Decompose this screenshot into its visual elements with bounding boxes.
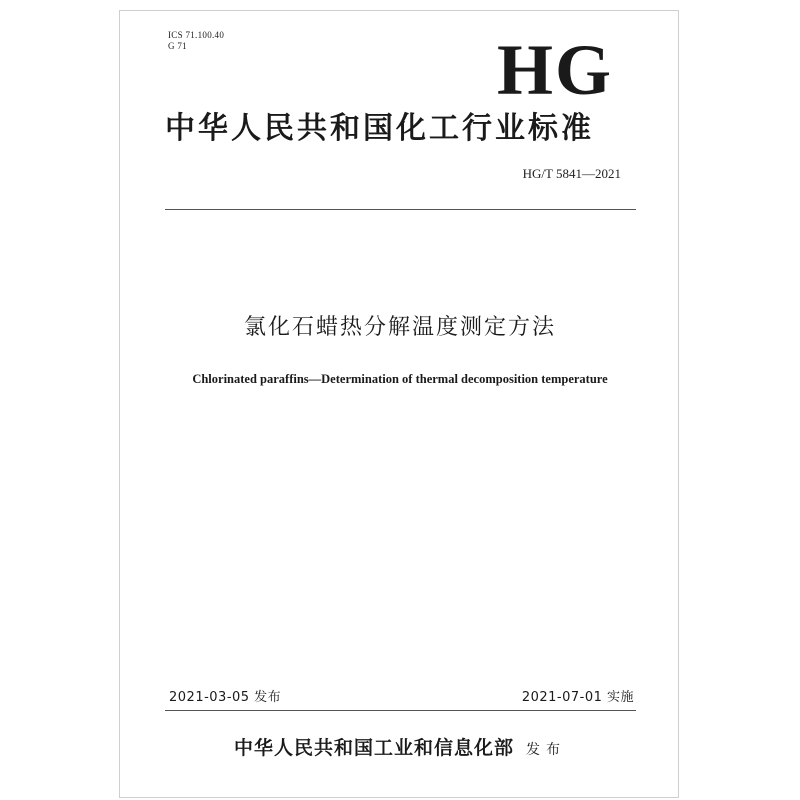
- publisher-line: [200, 736, 600, 762]
- document-title-chinese: 氯化石蜡热分解温度测定方法: [243, 315, 556, 340]
- issue-date: 2021-03-05 发布: [169, 690, 282, 705]
- publisher-organization: 中华人民共和国工业和信息化部: [233, 737, 514, 759]
- hg-logo: HG: [497, 30, 614, 110]
- standard-category-title: 中华人民共和国化工行业标准: [165, 111, 594, 146]
- ccs-code: G 71: [168, 41, 187, 51]
- document-title-english: Chlorinated paraffins—Determination of thermal decomposition temperature: [192, 372, 608, 386]
- ics-code: ICS 71.100.40: [168, 30, 225, 40]
- header-divider: [165, 209, 636, 210]
- standard-number: HG/T 5841—2021: [522, 166, 621, 181]
- publisher-action: 发布: [526, 742, 566, 758]
- implementation-date: 2021-07-01 实施: [521, 690, 634, 705]
- footer-divider: [165, 710, 636, 711]
- classification-codes: [168, 30, 224, 52]
